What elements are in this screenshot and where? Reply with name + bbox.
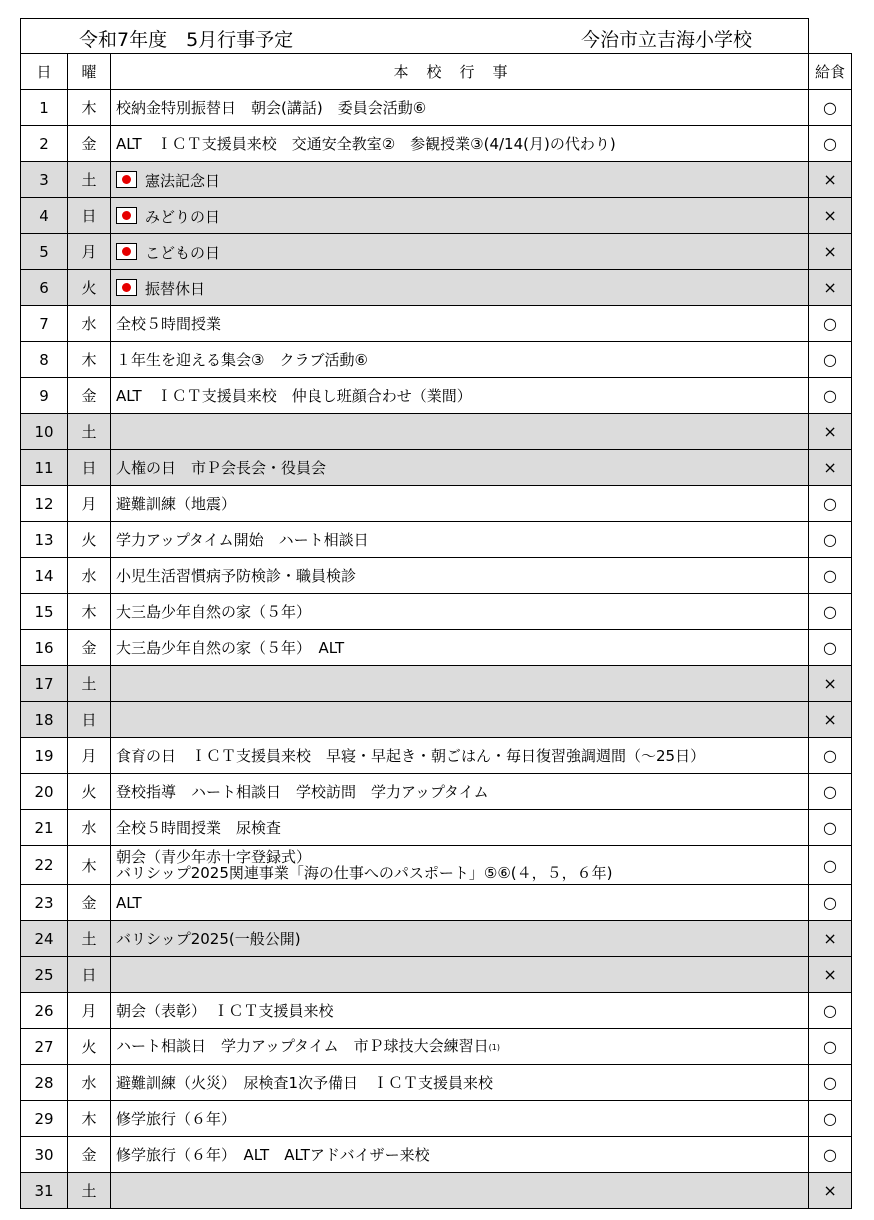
event-line [116,207,808,225]
lunch-mark: × [809,702,852,738]
lunch-mark: ○ [809,1029,852,1065]
event-text: 学力アップタイム開始 ハート相談日 [116,530,369,549]
table-row [21,234,852,270]
col-header-events: 本校行事 [111,54,809,90]
event-line [116,568,808,584]
weekday: 火 [68,522,111,558]
event-cell [111,522,809,558]
weekday: 金 [68,630,111,666]
day-number: 22 [21,846,68,885]
weekday: 月 [68,738,111,774]
event-cell [111,306,809,342]
table-row [21,957,852,993]
table-row [21,306,852,342]
event-text: 修学旅行（６年） ALT ALTアドバイザー来校 [116,1145,430,1164]
event-cell [111,414,809,450]
weekday: 土 [68,162,111,198]
col-header-day: 日 [21,54,68,90]
table-row [21,126,852,162]
event-cell [111,630,809,666]
event-text: 大三島少年自然の家（５年） ALT [116,638,345,657]
schedule-table [20,18,852,1209]
event-cell [111,1065,809,1101]
weekday: 日 [68,702,111,738]
lunch-mark: ○ [809,594,852,630]
event-text: こどもの日 [145,243,221,262]
event-line [116,1147,808,1163]
day-number: 1 [21,90,68,126]
japan-flag-icon [116,279,137,296]
weekday: 月 [68,486,111,522]
event-line [116,1003,808,1019]
event-line [116,352,808,368]
event-line [116,496,808,512]
table-row [21,738,852,774]
title-row [21,19,852,54]
event-text: 憲法記念日 [145,171,221,190]
event-line [116,100,808,116]
event-line [116,316,808,332]
event-line [116,849,808,865]
lunch-mark: ○ [809,558,852,594]
event-cell [111,810,809,846]
weekday: 水 [68,306,111,342]
event-cell [111,846,809,885]
weekday: 火 [68,774,111,810]
lunch-mark: ○ [809,378,852,414]
table-row [21,1065,852,1101]
event-line [116,604,808,620]
event-line [116,1038,808,1056]
day-number: 4 [21,198,68,234]
event-cell [111,921,809,957]
day-number: 7 [21,306,68,342]
lunch-mark: ○ [809,1137,852,1173]
event-text: ALT ＩＣＴ支援員来校 交通安全教室② 参観授業③(4/14(月)の代わり) [116,134,616,153]
event-text: 朝会（青少年赤十字登録式） [116,848,312,866]
event-cell [111,486,809,522]
event-text: ALT ＩＣＴ支援員来校 仲良し班顔合わせ（業間） [116,386,472,405]
lunch-mark: ○ [809,774,852,810]
weekday: 金 [68,126,111,162]
lunch-mark: ○ [809,342,852,378]
table-row [21,486,852,522]
event-line [116,1075,808,1091]
day-number: 20 [21,774,68,810]
day-number: 24 [21,921,68,957]
event-note: (1) [488,1042,500,1052]
event-text: 振替休日 [145,279,206,298]
lunch-mark: ○ [809,306,852,342]
event-line [116,640,808,656]
weekday: 土 [68,1173,111,1209]
table-row [21,378,852,414]
event-cell [111,234,809,270]
event-line [116,532,808,548]
weekday: 金 [68,885,111,921]
lunch-mark: × [809,921,852,957]
event-text: バリシップ2025(一般公開) [116,929,301,948]
table-row [21,774,852,810]
table-row [21,1173,852,1209]
event-line [116,243,808,261]
weekday: 日 [68,957,111,993]
day-number: 27 [21,1029,68,1065]
event-cell [111,885,809,921]
lunch-mark: ○ [809,993,852,1029]
table-row [21,885,852,921]
event-line [116,820,808,836]
day-number: 30 [21,1137,68,1173]
table-row [21,522,852,558]
weekday: 木 [68,846,111,885]
table-row [21,1101,852,1137]
table-row [21,414,852,450]
lunch-mark: × [809,414,852,450]
event-cell [111,1137,809,1173]
event-cell [111,594,809,630]
event-cell [111,342,809,378]
weekday: 金 [68,1137,111,1173]
event-cell [111,957,809,993]
event-line [116,1111,808,1127]
weekday: 日 [68,198,111,234]
event-line [116,895,808,911]
event-cell [111,738,809,774]
event-text: 食育の日 ＩＣＴ支援員来校 早寝・早起き・朝ごはん・毎日復習強調週間（～25日） [116,746,706,765]
col-header-weekday: 曜 [68,54,111,90]
lunch-mark: ○ [809,522,852,558]
event-text: 大三島少年自然の家（５年） [116,602,312,621]
event-line [116,171,808,189]
table-row [21,342,852,378]
event-line [116,388,808,404]
japan-flag-icon [116,243,137,260]
event-cell [111,126,809,162]
lunch-mark: ○ [809,885,852,921]
day-number: 8 [21,342,68,378]
header-row [21,54,852,90]
weekday: 月 [68,234,111,270]
lunch-mark: × [809,450,852,486]
table-row [21,198,852,234]
lunch-mark: ○ [809,738,852,774]
day-number: 25 [21,957,68,993]
lunch-mark: ○ [809,630,852,666]
school-name: 今治市立吉海小学校 [581,29,753,51]
table-row [21,1137,852,1173]
table-row [21,594,852,630]
weekday: 水 [68,810,111,846]
event-cell [111,1101,809,1137]
event-text: ALT [116,893,142,912]
table-row [21,630,852,666]
lunch-mark: × [809,234,852,270]
event-text: 小児生活習慣病予防検診・職員検診 [116,566,357,585]
table-row [21,702,852,738]
weekday: 土 [68,414,111,450]
event-text: １年生を迎える集会③ クラブ活動⑥ [116,350,368,369]
event-cell [111,90,809,126]
event-line [116,931,808,947]
table-row [21,90,852,126]
event-line [116,279,808,297]
event-cell [111,1029,809,1065]
event-line [116,865,808,881]
day-number: 9 [21,378,68,414]
day-number: 11 [21,450,68,486]
lunch-mark: × [809,198,852,234]
japan-flag-icon [116,171,137,188]
weekday: 金 [68,378,111,414]
day-number: 14 [21,558,68,594]
lunch-mark: × [809,957,852,993]
event-cell [111,1173,809,1209]
weekday: 木 [68,342,111,378]
lunch-mark: ○ [809,1101,852,1137]
day-number: 6 [21,270,68,306]
title-blank [809,19,852,54]
event-cell [111,378,809,414]
event-line [116,784,808,800]
event-text: 修学旅行（６年） [116,1109,237,1128]
event-text: 全校５時間授業 尿検査 [116,818,282,837]
event-text: 登校指導 ハート相談日 学校訪問 学力アップタイム [116,782,489,801]
event-text: ハート相談日 学力アップタイム 市Ｐ球技大会練習日 [116,1036,489,1055]
event-text: 朝会（表彰） ＩＣＴ支援員来校 [116,1001,334,1020]
day-number: 3 [21,162,68,198]
day-number: 2 [21,126,68,162]
lunch-mark: ○ [809,126,852,162]
event-cell [111,774,809,810]
day-number: 13 [21,522,68,558]
table-row [21,993,852,1029]
lunch-mark: ○ [809,1065,852,1101]
lunch-mark: × [809,270,852,306]
lunch-mark: × [809,666,852,702]
weekday: 土 [68,921,111,957]
event-line [116,748,808,764]
weekday: 木 [68,90,111,126]
day-number: 31 [21,1173,68,1209]
day-number: 29 [21,1101,68,1137]
day-number: 15 [21,594,68,630]
col-header-lunch: 給食 [809,54,852,90]
schedule-sheet [20,18,851,1209]
weekday: 火 [68,1029,111,1065]
event-cell [111,993,809,1029]
event-text: 全校５時間授業 [116,314,222,333]
event-text: 人権の日 市Ｐ会長会・役員会 [116,458,327,477]
day-number: 23 [21,885,68,921]
weekday: 月 [68,993,111,1029]
day-number: 17 [21,666,68,702]
event-cell [111,270,809,306]
event-cell [111,558,809,594]
table-row [21,666,852,702]
day-number: 12 [21,486,68,522]
event-cell [111,162,809,198]
event-text: 避難訓練（火災） 尿検査1次予備日 ＩＣＴ支援員来校 [116,1073,494,1092]
lunch-mark: ○ [809,90,852,126]
weekday: 日 [68,450,111,486]
table-row [21,270,852,306]
day-number: 26 [21,993,68,1029]
lunch-mark: × [809,1173,852,1209]
event-text: みどりの日 [145,207,221,226]
weekday: 水 [68,1065,111,1101]
event-text: 校納金特別振替日 朝会(講話) 委員会活動⑥ [116,98,427,117]
weekday: 土 [68,666,111,702]
table-row [21,1029,852,1065]
weekday: 水 [68,558,111,594]
day-number: 10 [21,414,68,450]
table-row [21,846,852,885]
weekday: 火 [68,270,111,306]
title-cell [21,19,809,54]
day-number: 19 [21,738,68,774]
weekday: 木 [68,594,111,630]
event-line [116,460,808,476]
table-row [21,921,852,957]
event-line [116,136,808,152]
table-row [21,558,852,594]
lunch-mark: ○ [809,846,852,885]
event-cell [111,450,809,486]
japan-flag-icon [116,207,137,224]
event-cell [111,198,809,234]
day-number: 28 [21,1065,68,1101]
table-row [21,450,852,486]
lunch-mark: ○ [809,486,852,522]
day-number: 18 [21,702,68,738]
event-text: バリシップ2025関連事業「海の仕事へのパスポート」⑤⑥(４，５，６年) [116,864,613,882]
day-number: 16 [21,630,68,666]
weekday: 木 [68,1101,111,1137]
table-row [21,810,852,846]
day-number: 21 [21,810,68,846]
event-cell [111,666,809,702]
event-cell [111,702,809,738]
lunch-mark: ○ [809,810,852,846]
event-text: 避難訓練（地震） [116,494,237,513]
day-number: 5 [21,234,68,270]
page-title: 令和7年度 5月行事予定 [79,29,294,51]
lunch-mark: × [809,162,852,198]
table-row [21,162,852,198]
